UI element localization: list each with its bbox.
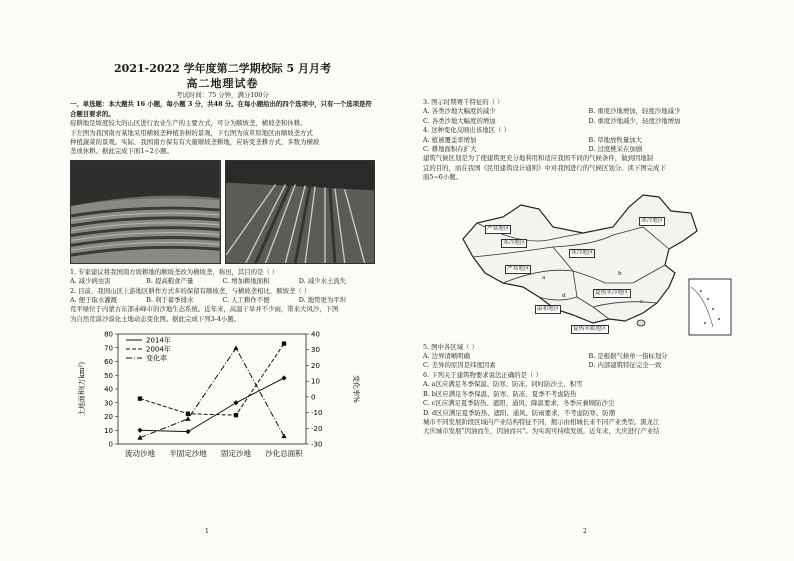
y-axis-label: 土地面积(万km²) <box>78 362 86 417</box>
y-tick-label: 30 <box>104 399 113 408</box>
x-tick-label: 半固定沙地 <box>169 449 207 459</box>
passage-line: 宜的目的，而在我国《民用建筑设计通则》中对我国进行的气候区划分。读下图完成下 <box>423 163 666 172</box>
x-tick-label: 沙化总面积 <box>265 449 303 459</box>
q3-option-c[interactable]: C. 各类沙地大幅度的增加 <box>423 116 496 125</box>
y-tick-label: 60 <box>104 358 113 367</box>
passage-line: 面5~6小题。 <box>423 173 463 182</box>
map-label: 寒冷地区 <box>503 239 526 246</box>
q2-option-c[interactable]: C. 人工耕作不便 <box>222 296 270 305</box>
page-number: 2 <box>583 528 587 535</box>
question-6: 6. 下列关于建筑物要求说法正确的是（ ） <box>423 370 542 379</box>
intro-line: 下左图为我国南方某地采用横坡垄种植茶树的景观，下右图为该草原地区由顺坡垄方式 <box>70 128 313 137</box>
q5-option-b[interactable]: B. 是根据气候单一指标划分 <box>588 352 668 361</box>
y2-tick-label: 10 <box>311 377 320 386</box>
exam-title: 2021-2022 学年度第二学期校际 5 月月考 <box>114 62 331 75</box>
question-4: 4. 这种变化反映出该地区（ ） <box>423 126 510 135</box>
q4-options <box>423 136 754 155</box>
data-point <box>233 400 238 405</box>
map-label: 夏热冬冷地区 <box>595 289 629 296</box>
passage-line: 城市不同发展阶段区域内产业结构特征不同，揭示由相城长来不同产业类型。黑龙江 <box>423 417 660 426</box>
q5-options <box>423 352 754 371</box>
q6-option-c[interactable]: C. c区应满足夏季防热、遮阳、通风、降温要求，冬季应兼顾防沙尘 <box>423 399 615 408</box>
question-3: 3. 图示时期赛千特征的（ ） <box>423 98 504 106</box>
q3-option-d[interactable]: D. 重度沙地减少，轻度沙地增加 <box>588 116 681 125</box>
data-point <box>282 342 286 346</box>
desert-change-chart-svg <box>70 326 370 476</box>
intro-line: 种植蔬菜的景观。实际，我国南方保有有大量顺坡垄耕地，应转变垄耕方式，多数为横坡 <box>70 138 320 147</box>
x-tick-label: 流动沙地 <box>125 449 155 459</box>
y-tick-label: 40 <box>104 385 113 394</box>
map-label: 严寒地区 <box>507 265 530 272</box>
terrace-photos <box>70 160 375 264</box>
y-tick-label: 70 <box>104 344 113 353</box>
map-letter: d <box>562 292 566 299</box>
q6-option-a[interactable]: A. a区应满足冬季保温、防寒、防冻，同时防沙土、积雪 <box>423 380 583 389</box>
q2-option-d[interactable]: D. 地势更为平坦 <box>298 296 347 305</box>
data-point <box>137 428 142 433</box>
map-label: 严寒地区 <box>487 225 510 232</box>
y2-axis-label: 变化率% <box>352 375 360 404</box>
legend-label: 变化率 <box>146 354 167 363</box>
passage-line: 大庆城市发展“因油而生，因油而兴”。为实现可持续发展，近年来，大庆进行产业结 <box>423 427 660 436</box>
y2-tick-label: 40 <box>311 330 320 339</box>
q1-option-c[interactable]: C. 增加耕地面积 <box>222 277 270 286</box>
q2-options <box>70 296 375 305</box>
passage-line: 为自然荒漠沙漠化土地动态变化图。据此完成下列3-4小题。 <box>70 314 241 323</box>
q1-option-b[interactable]: B. 提高粮食产量 <box>146 277 194 286</box>
q5-option-c[interactable]: C. 差异的原因是纬度因素 <box>423 361 496 370</box>
y2-tick-label: 0 <box>311 393 316 402</box>
y2-tick-label: -10 <box>311 409 323 418</box>
y-tick-label: 80 <box>104 330 113 339</box>
q1-option-d[interactable]: D. 减少水土流失 <box>298 277 347 286</box>
map-letter: c <box>640 298 644 305</box>
data-point <box>281 376 286 381</box>
y-tick-label: 10 <box>104 427 113 436</box>
tea-terrace-photo <box>70 160 221 264</box>
passage-line: 建筑气候区划是为了使建筑更充分地利用和适应我国不同的气候条件，做到因地制 <box>423 154 654 163</box>
data-point <box>233 346 238 351</box>
section-heading: 一、单选题：本大题共 16 小题，每小题 3 分，共48 分。在每小题给出的四个选项中，只有一个选项是符合题目要求的。 <box>70 100 372 118</box>
q3-option-b[interactable]: B. 重度沙地增加，轻度沙地减少 <box>588 107 681 116</box>
data-point <box>138 397 142 401</box>
question-2: 2. 目前，我国山区上游地区耕作方式多的保留有顺坡垄，与横坡垄相比，顺坡垄（ ） <box>70 286 311 295</box>
q5-option-a[interactable]: A. 边界清晰明确 <box>423 352 471 361</box>
y2-tick-label: -20 <box>311 425 323 434</box>
q4-option-c[interactable]: C. 耕地面积在扩大 <box>423 145 477 154</box>
data-point <box>185 429 190 434</box>
q5-option-d[interactable]: D. 内部建筑特征完全一致 <box>588 361 662 370</box>
y-tick-label: 20 <box>104 413 113 422</box>
x-tick-label: 固定沙地 <box>221 449 251 459</box>
data-point <box>186 412 190 416</box>
y-tick-label: 0 <box>108 440 113 449</box>
y2-tick-label: -30 <box>311 440 323 449</box>
data-point <box>185 416 190 421</box>
legend-label: 2014年 <box>146 336 171 345</box>
q4-option-d[interactable]: D. 过度樵采在加剧 <box>588 145 643 154</box>
question-1: 1. 专家建议将我国南方坡耕地的顺坡垄改为横坡垄，称田，其目的是（ ） <box>70 267 279 276</box>
q4-option-a[interactable]: A. 植被覆盖率增加 <box>423 135 477 144</box>
intro-line: 痘耕地是坡度较大的山区进行农业生产的主要方式，可分为顺坡垄、横坡垄和休耕。 <box>70 119 307 128</box>
y2-tick-label: 20 <box>311 362 320 371</box>
passage-line: 荒平绿位于内蒙古东部赤峰市的沙地生态系统。近年来，高温干旱并不少雨，带来大风沙，下图 <box>70 305 339 314</box>
china-outline <box>443 187 743 339</box>
q4-option-b[interactable]: B. 草地放牧量加大 <box>588 135 642 144</box>
desert-change-chart <box>70 326 375 476</box>
map-letter: b <box>618 270 622 277</box>
map-label: 寒冷地区 <box>641 217 664 224</box>
exam-subtitle: 高二地理试卷 <box>186 77 259 90</box>
exam-info: 考试时间：75 分钟，满分100分 <box>176 91 269 99</box>
map-label: 温和地区 <box>537 305 560 312</box>
map-label: 夏热冬暖地区 <box>573 325 607 332</box>
data-point <box>281 434 286 439</box>
climate-zone-map <box>443 187 743 339</box>
q6-option-d[interactable]: D. d区应满足夏季防热、遮阳、通风、防雨要求，不考虑防寒、防潮 <box>423 408 615 417</box>
y-tick-label: 50 <box>104 372 113 381</box>
q3-options <box>423 107 754 126</box>
question-5: 5. 图中各区域（ ） <box>423 342 478 351</box>
page-number: 1 <box>205 528 209 535</box>
map-label: 寒冷地区 <box>571 249 594 256</box>
vegetable-slope-photo <box>225 160 376 264</box>
right-page <box>397 0 794 561</box>
q6-option-b[interactable]: B. b区应满足冬季保温、防寒、防冻，夏季不考虑防热 <box>423 389 577 398</box>
q1-option-a[interactable]: A. 减少病虫害 <box>70 277 111 286</box>
q2-option-a[interactable]: A. 便于取水灌溉 <box>70 296 118 305</box>
series-line-0 <box>140 378 284 432</box>
legend-label: 2004年 <box>146 345 171 354</box>
intro-line: 垄或休耕。据此完成下面1~2小题。 <box>70 147 173 156</box>
map-letter: a <box>542 274 546 281</box>
q3-option-a[interactable]: A. 各类沙地大幅度的减少 <box>423 107 496 116</box>
y2-tick-label: 30 <box>311 346 320 355</box>
data-point <box>234 413 238 417</box>
q1-options <box>70 277 375 286</box>
q2-option-b[interactable]: B. 利于蓄季排水 <box>146 296 194 305</box>
